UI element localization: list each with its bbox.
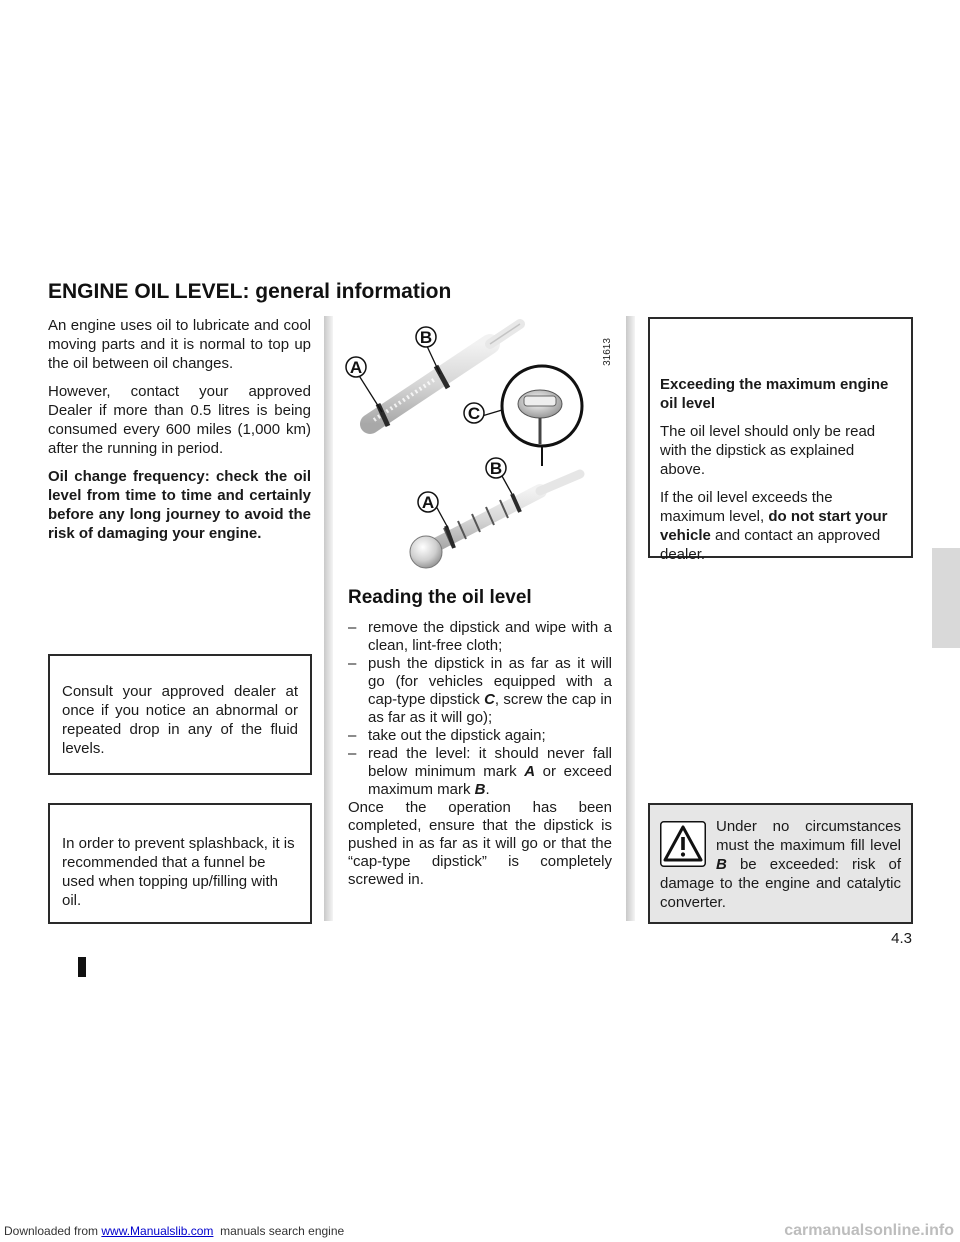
intro-column	[48, 316, 311, 552]
callout-c	[464, 403, 484, 423]
callout-a-top	[346, 357, 366, 377]
dealer-paragraph: However, contact your approved Dealer if more than 0.5 litres is being consumed every 600 miles (1,000 km) after the running in period.	[48, 383, 311, 457]
exceeding-box	[648, 317, 913, 563]
margin-bar	[78, 957, 86, 977]
callout-label-a-top: A	[349, 358, 363, 377]
cap-dipstick-detail	[482, 366, 582, 466]
consult-dealer-box	[48, 654, 312, 775]
exceeding-text-2: If the oil level exceeds the maximum level, do not start your vehicle and contact an approved dealer.	[660, 489, 888, 563]
funnel-box	[48, 803, 312, 924]
reading-step: – remove the dipstick and wipe with a clean, lint-free cloth;	[348, 619, 612, 654]
callout-b-top	[416, 327, 436, 347]
column-separator-left	[324, 316, 333, 921]
page-number: 4.3	[891, 930, 912, 947]
warning-box	[648, 803, 913, 924]
dipstick-illustration	[340, 316, 622, 578]
callout-label-c: C	[467, 404, 481, 423]
consult-dealer-text: Consult your approved dealer at once if you notice an abnormal or repeated drop in any of the fluid levels.	[62, 683, 298, 757]
footer-download-note: Downloaded from www.Manualslib.com manuals search engine	[4, 1224, 345, 1238]
manualslib-link[interactable]: www.Manualslib.com	[101, 1224, 214, 1238]
footer-watermark: carmanualsonline.info	[784, 1222, 954, 1239]
page-title: ENGINE OIL LEVEL: general information	[48, 280, 452, 303]
warning-triangle-icon	[660, 821, 706, 867]
footer	[0, 1220, 960, 1242]
callout-a-bottom	[418, 492, 438, 512]
bottom-dipstick	[410, 474, 580, 568]
reading-step: – push the dipstick in as far as it will go (for vehicles equipped with a cap-type dipstick C, screw the cap in as far as it will go);	[348, 655, 613, 726]
exceeding-text-1: The oil level should only be read with the dipstick as explained above.	[660, 423, 876, 478]
reading-step: – read the level: it should never fall below minimum mark A or exceed maximum mark B.	[348, 745, 612, 798]
callout-label-a-bottom: A	[421, 493, 435, 512]
column-separator-right	[626, 316, 635, 921]
callout-label-b-bottom: B	[489, 459, 503, 478]
callout-b-bottom	[486, 458, 506, 478]
figure-reference: 31613	[602, 338, 613, 366]
reading-section	[348, 587, 612, 889]
funnel-text: In order to prevent splashback, it is recommended that a funnel be used when topping up/filling with oil.	[62, 835, 295, 909]
reading-title: Reading the oil level	[348, 587, 532, 608]
section-tab-marker	[932, 548, 960, 648]
exceeding-title: Exceeding the maximum engine oil level	[660, 376, 889, 412]
callout-label-b-top: B	[419, 328, 433, 347]
reading-closing: Once the operation has been completed, ensure that the dipstick is pushed in as far as it will go or that the “cap-type dipstick” is completely screwed in.	[348, 799, 612, 888]
reading-steps	[348, 619, 612, 799]
top-dipstick	[358, 324, 520, 426]
warning-text: Under no circumstances must the maximum fill level B be exceeded: risk of damage to the engine and catalytic converter.	[660, 818, 901, 911]
intro-paragraph: An engine uses oil to lubricate and cool moving parts and it is normal to top up the oil between oil changes.	[48, 317, 311, 372]
reading-step: – take out the dipstick again;	[348, 727, 546, 744]
oil-change-paragraph: Oil change frequency: check the oil level from time to time and certainly before any long journey to avoid the risk of damaging your engine.	[48, 468, 311, 542]
